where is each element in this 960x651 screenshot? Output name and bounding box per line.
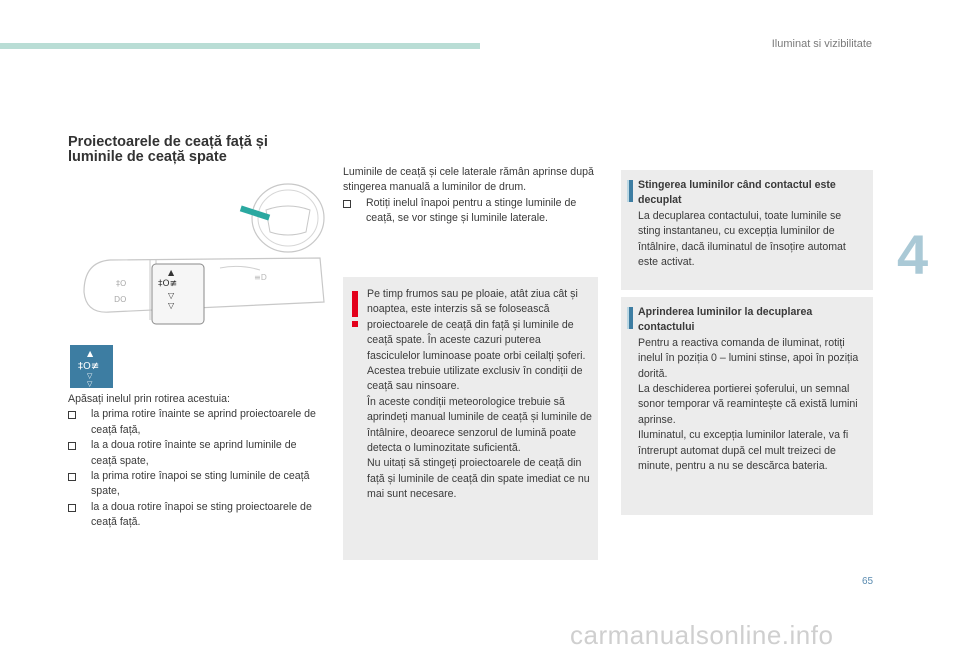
page-number: 65 xyxy=(862,576,874,587)
list-item: la prima rotire înapoi se sting luminile de ceață spate, xyxy=(68,469,324,500)
svg-text:‡O: ‡O xyxy=(116,279,127,288)
warning-text-3: Nu uitați să stingeți proiectoarele de ceață din față și luminile de ceață din spate imediat ce nu mai sunt necesare. xyxy=(367,457,590,501)
warning-text-1: Pe timp frumos sau pe ploaie, atât ziua cât și noaptea, este interzis să se folosească proiectoarele de ceață din față și luminile de ceață spate. În aceste cazuri puterea fasciculelor luminoase poate orbi ceilalți șoferi. Acestea trebuie utilizate exclusiv în condiții de ceață sau ninsoare. xyxy=(367,288,586,393)
instructions-column xyxy=(68,392,324,531)
warning-text-2: În aceste condiții meteorologice trebuie să aprindeți manual luminile de ceață și luminile de întâlnire, deoarece senzorul de lumină poate detecta o luminozitate suficientă. xyxy=(367,395,592,455)
list-item: la prima rotire înainte se aprind proiectoarele de ceață față, xyxy=(68,407,324,438)
svg-text:‡O≢: ‡O≢ xyxy=(158,279,178,289)
list-item: la a doua rotire înainte se aprind luminile de ceață spate, xyxy=(68,438,324,469)
list-item: la a doua rotire înapoi se sting proiectoarele de ceață față. xyxy=(68,500,324,531)
svg-text:▽: ▽ xyxy=(168,291,175,300)
list-item: Rotiți inelul înapoi pentru a stinge luminile de ceață, se vor stinge și luminile laterale. xyxy=(343,196,598,227)
info-box-text: La decuplarea contactului, toate luminile se sting instantaneu, cu excepția luminilor de întâlnire, dacă iluminatul de însoțire automat este activat. xyxy=(638,209,846,269)
top-accent-bar xyxy=(0,43,480,49)
svg-text:▽: ▽ xyxy=(87,372,93,380)
warning-box xyxy=(343,277,598,560)
info-box-lights-on xyxy=(621,297,873,515)
stalk-illustration xyxy=(70,180,326,340)
info-icon xyxy=(627,307,633,329)
info-box-text: Pentru a reactiva comanda de iluminat, rotiți inelul în poziția 0 – lumini stinse, apoi în poziția dorită. xyxy=(638,336,859,380)
steering-wheel-icon xyxy=(240,184,324,252)
watermark: carmanualsonline.info xyxy=(570,620,834,650)
section-title: Proiectoarele de ceață față și luminile de ceață spate xyxy=(68,134,268,165)
info-box-title: Aprinderea luminilor la decuplarea contactului xyxy=(638,306,813,334)
svg-text:▽: ▽ xyxy=(87,380,93,388)
svg-text:▽: ▽ xyxy=(168,301,175,310)
info-icon xyxy=(627,180,633,202)
warning-icon xyxy=(351,289,359,329)
info-box-title: Stingerea luminilor când contactul este decuplat xyxy=(638,179,836,207)
page-header-title: Iluminat si vizibilitate xyxy=(771,38,872,50)
side-lights-paragraph: Luminile de ceață și cele laterale rămân aprinse după stingerea manuală a luminilor de drum. xyxy=(343,166,594,194)
chapter-number: 4 xyxy=(897,223,929,286)
svg-text:DO: DO xyxy=(114,295,127,304)
info-box-contact-off xyxy=(621,170,873,290)
svg-text:≡D: ≡D xyxy=(254,273,267,282)
fog-light-button-icon xyxy=(70,345,113,388)
svg-text:▲: ▲ xyxy=(168,268,175,277)
instructions-intro: Apăsați inelul prin rotirea acestuia: xyxy=(68,393,230,405)
svg-text:▲: ▲ xyxy=(87,349,94,358)
svg-text:‡O≢: ‡O≢ xyxy=(78,361,100,372)
info-box-text: Iluminatul, cu excepția luminilor laterale, va fi întrerupt automat după cel mult treizeci de minute, pentru a nu se descărca bateria. xyxy=(638,429,849,473)
side-lights-text xyxy=(343,165,598,227)
info-box-text: La deschiderea portierei șoferului, un semnal sonor temporar vă reamintește că există lumini aprinse. xyxy=(638,383,858,426)
